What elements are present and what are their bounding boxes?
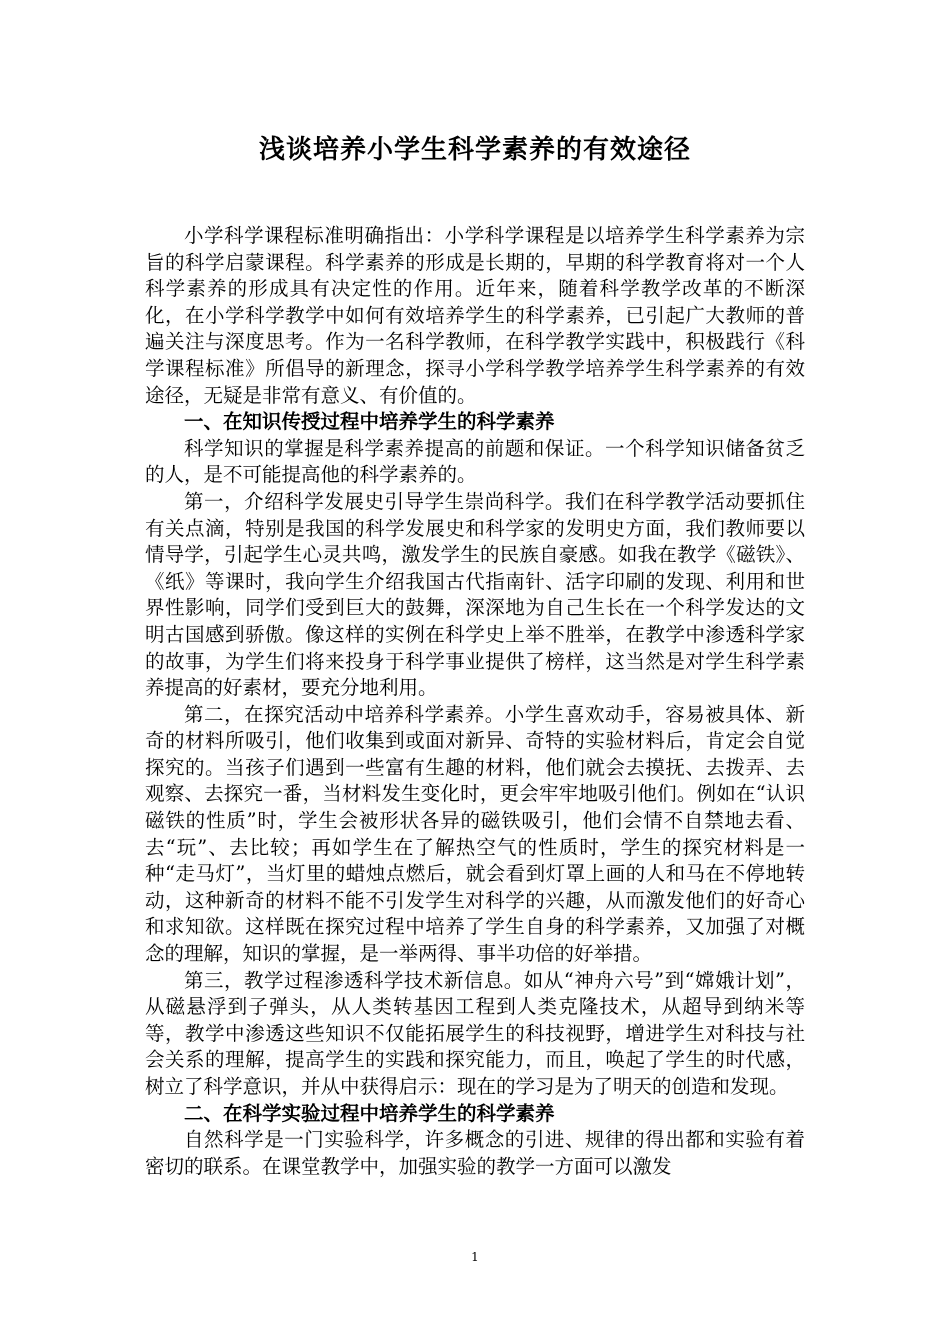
document-body	[145, 223, 805, 1180]
paragraph: 自然科学是一门实验科学，许多概念的引进、规律的得出都和实验有着密切的联系。在课堂教学中，加强实验的教学一方面可以激发	[145, 1128, 805, 1178]
section-heading-1: 一、在知识传授过程中培养学生的科学素养	[184, 410, 555, 434]
paragraph: 第一，介绍科学发展史引导学生崇尚科学。我们在科学教学活动要抓住有关点滴，特别是我国的科学发展史和科学家的发明史方面，我们教师要以情导学，引起学生心灵共鸣，激发学生的民族自豪感。如我在教学《磁铁》、《纸》等课时，我向学生介绍我国古代指南针、活字印刷的发现、利用和世界性影响，同学们受到巨大的鼓舞，深深地为自己生长在一个科学发达的文明古国感到骄傲。像这样的实例在科学史上举不胜举，在教学中渗透科学家的故事，为学生们将来投身于科学事业提供了榜样，这当然是对学生科学素养提高的好素材，要充分地利用。	[145, 489, 805, 700]
paragraph-intro: 小学科学课程标准明确指出：小学科学课程是以培养学生科学素养为宗旨的科学启蒙课程。科学素养的形成是长期的，早期的科学教育将对一个人科学素养的形成具有决定性的作用。近年来，随着科学教学改革的不断深化，在小学科学教学中如何有效培养学生的科学素养，已引起广大教师的普遍关注与深度思考。作为一名科学教师，在科学教学实践中，积极践行《科学课程标准》所倡导的新理念，探寻小学科学教学培养学生科学素养的有效途径，无疑是非常有意义、有价值的。	[145, 224, 805, 407]
document-title: 浅谈培养小学生科学素养的有效途径	[258, 135, 691, 165]
paragraph: 第二，在探究活动中培养科学素养。小学生喜欢动手，容易被具体、新奇的材料所吸引，他们收集到或面对新异、奇特的实验材料后，肯定会自觉探究的。当孩子们遇到一些富有生趣的材料，他们就会去摸抚、去拨弄、去观察、去探究一番，当材料发生变化时，更会牢牢地吸引他们。例如在“认识磁铁的性质”时，学生会被形状各异的磁铁吸引，他们会情不自禁地去看、去“玩”、去比较；再如学生在了解热空气的性质时，学生的探究材料是一种“走马灯”，当灯里的蜡烛点燃后，就会看到灯罩上画的人和马在不停地转动，这种新奇的材料不能不引发学生对科学的兴趣，从而激发他们的好奇心和求知欲。这样既在探究过程中培养了学生自身的科学素养，又加强了对概念的理解，知识的掌握，是一举两得、事半功倍的好举措。	[145, 702, 805, 966]
section-heading-2: 二、在科学实验过程中培养学生的科学素养	[184, 1101, 555, 1125]
paragraph: 科学知识的掌握是科学素养提高的前题和保证。一个科学知识储备贫乏的人，是不可能提高他的科学素养的。	[145, 436, 805, 487]
page-number: 1	[471, 1250, 479, 1264]
paragraph: 第三，教学过程渗透科学技术新信息。如从“神舟六号”到“嫦娥计划”，从磁悬浮到子弹头，从人类转基因工程到人类克隆技术，从超导到纳米等等，教学中渗透这些知识不仅能拓展学生的科技视野，增进学生对科技与社会关系的理解，提高学生的实践和探究能力，而且，唤起了学生的时代感，树立了科学意识，并从中获得启示：现在的学习是为了明天的创造和发现。	[145, 968, 805, 1098]
